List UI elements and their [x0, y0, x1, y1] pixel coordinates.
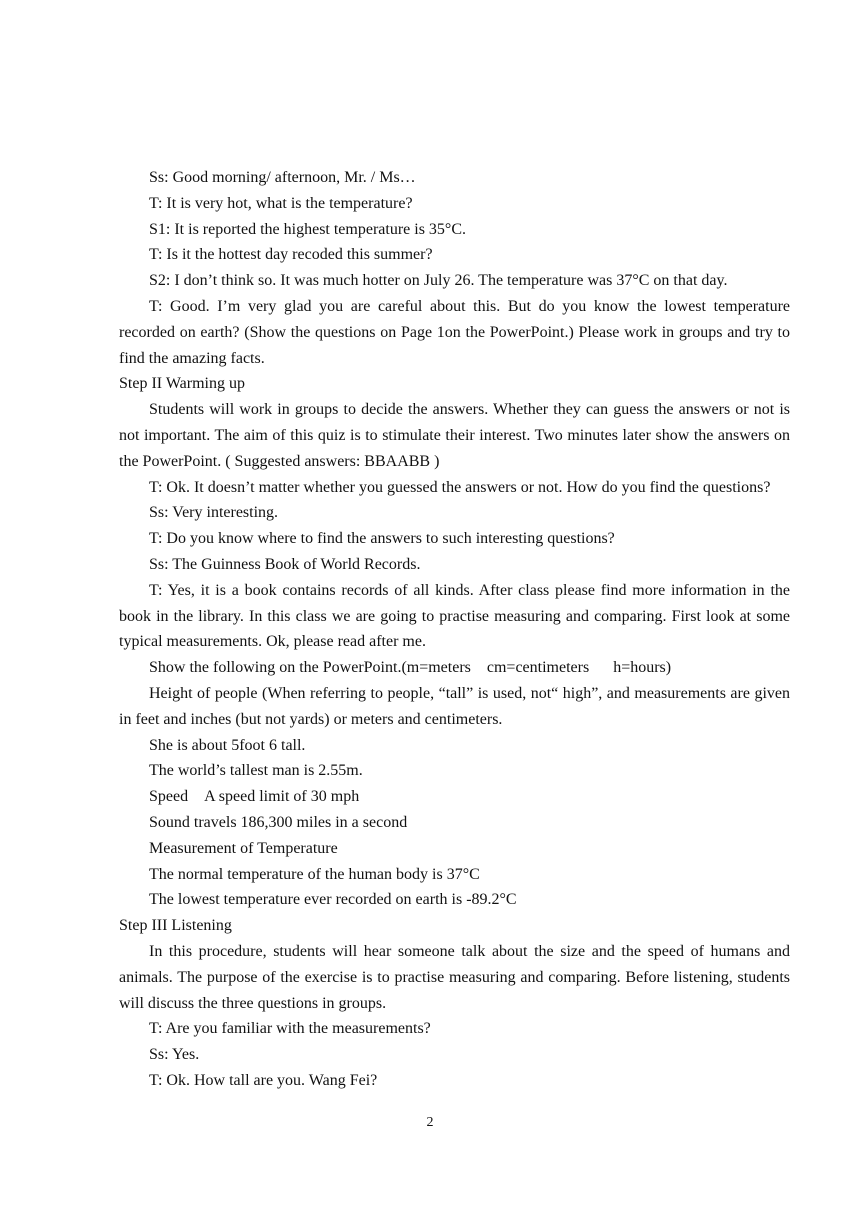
example-line: She is about 5foot 6 tall. — [149, 736, 306, 754]
dialogue-line: T: Are you familiar with the measurements? — [149, 1020, 431, 1038]
example-line: Measurement of Temperature — [149, 839, 338, 857]
dialogue-line: Ss: The Guinness Book of World Records. — [149, 555, 421, 573]
dialogue-paragraph: T: Ok. It doesn’t matter whether you guessed the answers or not. How do you find the questions? — [149, 478, 771, 496]
instruction-line: Show the following on the PowerPoint.(m=meters cm=centimeters h=hours) — [149, 659, 672, 677]
example-line: The normal temperature of the human body is 37°C — [149, 865, 480, 883]
dialogue-line: T: It is very hot, what is the temperature? — [149, 194, 413, 212]
dialogue-line: T: Is it the hottest day recoded this summer? — [149, 246, 433, 264]
example-line: Sound travels 186,300 miles in a second — [149, 813, 408, 831]
document-body — [119, 165, 790, 1094]
instruction-paragraph: Students will work in groups to decide the answers. Whether they can guess the answers or not is not important. The aim of this quiz is to stimulate their interest. Two minutes later show the answers on the PowerPoint. ( Suggested answers: BBAABB ) — [119, 401, 790, 470]
instruction-paragraph: In this procedure, students will hear someone talk about the size and the speed of humans and animals. The purpose of the exercise is to practise measuring and comparing. Before listening, students will discuss the three questions in groups. — [119, 942, 790, 1012]
dialogue-paragraph: T: Good. I’m very glad you are careful about this. But do you know the lowest temperature recorded on earth? (Show the questions on Page 1on the PowerPoint.) Please work in groups and try to find the amazing facts. — [119, 297, 790, 367]
dialogue-line: Ss: Very interesting. — [149, 504, 279, 522]
example-line: The lowest temperature ever recorded on earth is -89.2°C — [149, 891, 517, 909]
example-line: Speed A speed limit of 30 mph — [149, 788, 360, 806]
dialogue-line: T: Do you know where to find the answers to such interesting questions? — [149, 530, 615, 548]
dialogue-line: Ss: Yes. — [149, 1046, 200, 1064]
section-heading: Step II Warming up — [119, 375, 245, 393]
note-paragraph: Height of people (When referring to people, “tall” is used, not“ high”, and measurements are given in feet and inches (but not yards) or meters and centimeters. — [119, 684, 790, 728]
dialogue-line: S1: It is reported the highest temperature is 35°C. — [149, 220, 466, 238]
dialogue-line: T: Ok. How tall are you. Wang Fei? — [149, 1071, 378, 1089]
example-line: The world’s tallest man is 2.55m. — [149, 762, 363, 780]
dialogue-paragraph: T: Yes, it is a book contains records of all kinds. After class please find more information in the book in the library. In this class we are going to practise measuring and comparing. First look at some typical measurements. Ok, please read after me. — [119, 581, 790, 651]
section-heading: Step III Listening — [119, 917, 232, 935]
page-number: 2 — [426, 1115, 434, 1130]
dialogue-line: S2: I don’t think so. It was much hotter on July 26. The temperature was 37°C on that day. — [149, 272, 728, 290]
dialogue-line: Ss: Good morning/ afternoon, Mr. / Ms… — [149, 169, 416, 186]
